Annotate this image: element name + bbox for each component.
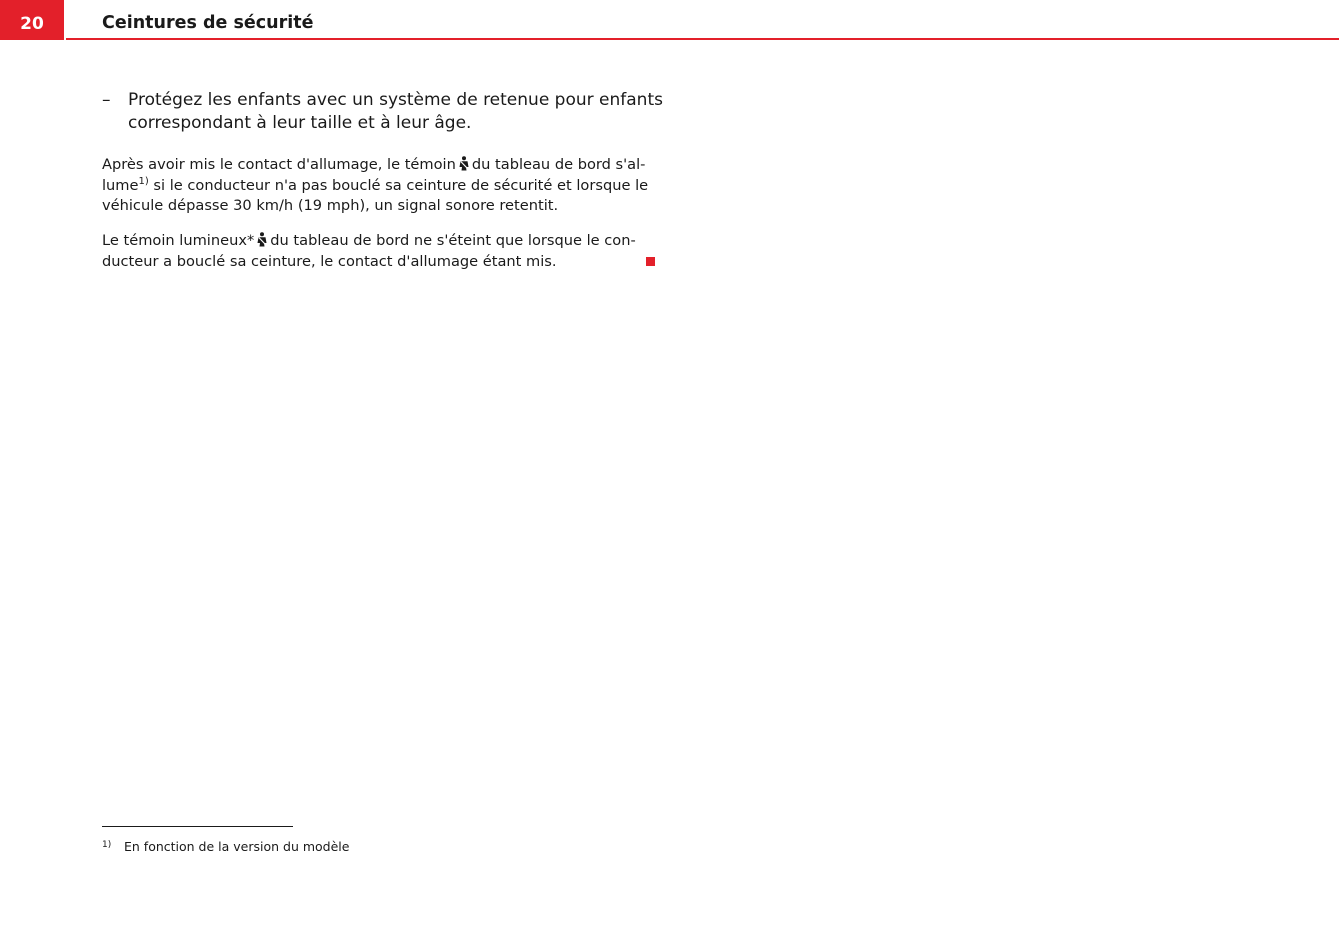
para2-line-2: ducteur a bouclé sa ceinture, le contact d'allumage étant mis. [102,252,557,270]
paragraph-seatbelt-warning [102,155,662,217]
footnote-mark: 1) [102,840,112,850]
paragraph-warning-light [102,231,662,272]
para1-line-1-start: Après avoir mis le contact d'allumage, le témoin [102,156,456,173]
bullet-line-2: correspondant à leur taille et à leur âge. [128,113,472,133]
page-title: Ceintures de sécurité [102,13,314,33]
bullet-text [128,89,662,135]
para1-line-2-end: si le conducteur n'a pas bouclé sa ceinture de sécurité et lorsque le [148,176,649,194]
end-of-section-marker [646,257,655,266]
footnote-text: En fonction de la version du modèle [124,839,350,854]
bullet-dash: – [102,90,111,110]
footnote [102,837,349,855]
para1-line-1 [102,155,662,176]
seatbelt-warning-icon [256,232,268,247]
header-rule [66,38,1339,40]
para1-line-2 [102,176,662,197]
bullet-line-1: Protégez les enfants avec un système de retenue pour enfants [128,90,663,110]
para2-line-1-end: du tableau de bord ne s'éteint que lorsque le con- [270,232,636,249]
para1-line-2-start: lume [102,176,139,194]
bullet-item [102,89,662,135]
para1-line-1-end: du tableau de bord s'al- [471,156,646,173]
page-number: 20 [20,14,44,34]
para1-line-3: véhicule dépasse 30 km/h (19 mph), un signal sonore retentit. [102,197,559,214]
footnote-rule [102,826,293,827]
para2-line-1-start: Le témoin lumineux* [102,232,255,249]
footnote-reference[interactable]: 1) [138,175,149,187]
para2-line-1 [102,231,662,252]
seatbelt-warning-icon [458,156,470,171]
